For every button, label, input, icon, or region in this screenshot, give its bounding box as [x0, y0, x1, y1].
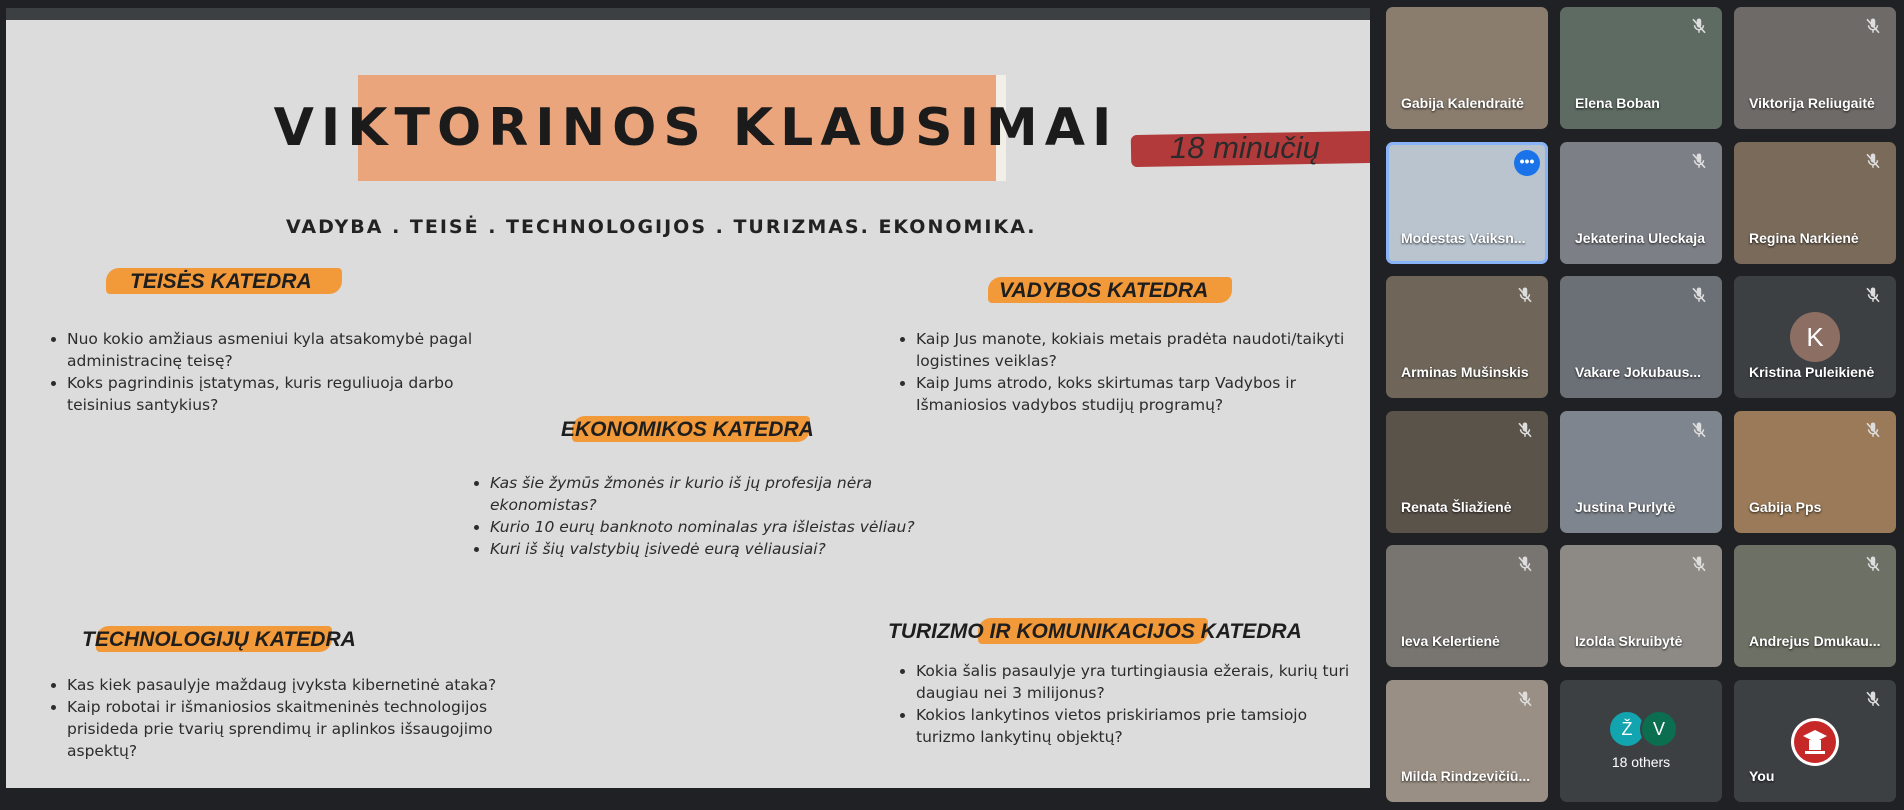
- mic-muted-icon: [1864, 152, 1884, 172]
- participant-tile[interactable]: [1386, 411, 1548, 533]
- participant-tile[interactable]: [1734, 545, 1896, 667]
- turizmo-question: • Kokios lankytinos vietos priskiriamos prie tamsiojo turizmo lankytinų objektų?: [916, 704, 1356, 748]
- participant-tile[interactable]: [1734, 411, 1896, 533]
- participant-tile[interactable]: [1386, 142, 1548, 264]
- vadybos-question: • Kaip Jus manote, kokiais metais pradėta naudoti/taikyti logistines veiklas?: [916, 328, 1356, 372]
- others-avatar: Ž: [1608, 710, 1646, 748]
- ekonomikos-question: • Kurio 10 eurų banknoto nominalas yra išleistas vėliau?: [490, 516, 930, 538]
- participant-name: Izolda Skruibytė: [1575, 633, 1683, 649]
- mic-muted-icon: [1516, 286, 1536, 306]
- slide-title: VIKTORINOS KLAUSIMAI: [273, 98, 1119, 158]
- presentation-slide: [6, 8, 1370, 788]
- ekonomikos-question: • Kuri iš šių valstybių įsivedė eurą vėliausiai?: [490, 538, 930, 560]
- turizmo-question-list: [894, 660, 1356, 748]
- mic-muted-icon: [1864, 555, 1884, 575]
- turizmo-question: • Kokia šalis pasaulyje yra turtingiausia ežerais, kurių turi daugiau nei 3 milijonus?: [916, 660, 1356, 704]
- vadybos-heading: VADYBOS KATEDRA: [999, 279, 1209, 302]
- vadybos-question-list: [894, 328, 1356, 416]
- others-count: 18 others: [1611, 754, 1671, 770]
- mic-muted-icon: [1516, 555, 1536, 575]
- mic-muted-icon: [1690, 421, 1710, 441]
- participant-tile[interactable]: [1560, 142, 1722, 264]
- turizmo-heading: TURIZMO IR KOMUNIKACIJOS KATEDRA: [888, 620, 1302, 643]
- participant-tile[interactable]: [1560, 276, 1722, 398]
- mic-muted-icon: [1690, 555, 1710, 575]
- participant-name: Renata Šliažienė: [1401, 499, 1512, 515]
- technologiju-heading: TECHNOLOGIJŲ KATEDRA: [82, 628, 356, 651]
- participant-name: Regina Narkienė: [1749, 230, 1859, 246]
- participant-tile[interactable]: [1734, 680, 1896, 802]
- teises-question-list: [45, 328, 507, 416]
- mic-muted-icon: [1864, 690, 1884, 710]
- participant-tile[interactable]: [1560, 7, 1722, 129]
- participant-tile[interactable]: [1386, 276, 1548, 398]
- participant-name: You: [1749, 768, 1775, 784]
- participant-tile[interactable]: [1560, 411, 1722, 533]
- participant-name: Elena Boban: [1575, 95, 1660, 111]
- participant-name: Kristina Puleikienė: [1749, 364, 1875, 380]
- mic-muted-icon: [1864, 17, 1884, 37]
- others-avatar: V: [1640, 710, 1678, 748]
- participant-name: Ieva Kelertienė: [1401, 633, 1500, 649]
- participant-name: Andrejus Dmukau...: [1749, 633, 1881, 649]
- slide-subtitle: VADYBA . TEISĖ . TECHNOLOGIJOS . TURIZMAS. EKONOMIKA.: [286, 216, 1037, 238]
- participant-tile[interactable]: [1734, 7, 1896, 129]
- participant-tile[interactable]: [1560, 680, 1722, 802]
- mic-muted-icon: [1690, 286, 1710, 306]
- participant-name: Milda Rindzevičiū...: [1401, 768, 1531, 784]
- timer-label: 18 minučių: [1170, 130, 1320, 165]
- more-options-icon[interactable]: •••: [1514, 150, 1540, 176]
- teises-question: • Koks pagrindinis įstatymas, kuris reguliuoja darbo teisinius santykius?: [67, 372, 507, 416]
- technologiju-question: • Kas kiek pasaulyje maždaug įvyksta kibernetinė ataka?: [67, 674, 507, 696]
- ekonomikos-question: • Kas šie žymūs žmonės ir kurio iš jų profesija nėra ekonomistas?: [490, 472, 930, 516]
- ekonomikos-question-list: [468, 472, 930, 560]
- participant-tile[interactable]: [1734, 142, 1896, 264]
- teises-question: • Nuo kokio amžiaus asmeniui kyla atsakomybė pagal administracinę teisę?: [67, 328, 507, 372]
- participant-tile[interactable]: [1386, 680, 1548, 802]
- participant-tile[interactable]: [1386, 545, 1548, 667]
- participant-name: Modestas Vaiksn...: [1401, 230, 1526, 246]
- participant-name: Viktorija Reliugaitė: [1749, 95, 1875, 111]
- teises-heading: TEISĖS KATEDRA: [130, 270, 312, 293]
- participant-name: Jekaterina Uleckaja: [1575, 230, 1705, 246]
- participant-name: Justina Purlytė: [1575, 499, 1676, 515]
- participant-tile[interactable]: [1560, 545, 1722, 667]
- participant-name: Gabija Pps: [1749, 499, 1822, 515]
- ekonomikos-heading: EKONOMIKOS KATEDRA: [561, 418, 814, 441]
- mic-muted-icon: [1864, 286, 1884, 306]
- participant-name: Gabija Kalendraitė: [1401, 95, 1524, 111]
- mic-muted-icon: [1516, 690, 1536, 710]
- mic-muted-icon: [1516, 421, 1536, 441]
- participant-tile[interactable]: [1734, 276, 1896, 398]
- participant-name: Arminas Mušinskis: [1401, 364, 1529, 380]
- participant-avatar: K: [1790, 312, 1840, 362]
- technologiju-question-list: [45, 674, 507, 762]
- technologiju-question: • Kaip robotai ir išmaniosios skaitmeninės technologijos prisideda prie tvarių sprendimų ir aplinkos išsaugojimo aspektų?: [67, 696, 507, 762]
- participant-name: Vakare Jokubaus...: [1575, 364, 1702, 380]
- self-avatar-logo-icon: [1791, 718, 1839, 766]
- mic-muted-icon: [1864, 421, 1884, 441]
- mic-muted-icon: [1690, 152, 1710, 172]
- mic-muted-icon: [1690, 17, 1710, 37]
- participant-tile[interactable]: [1386, 7, 1548, 129]
- vadybos-question: • Kaip Jums atrodo, koks skirtumas tarp Vadybos ir Išmaniosios vadybos studijų programų?: [916, 372, 1356, 416]
